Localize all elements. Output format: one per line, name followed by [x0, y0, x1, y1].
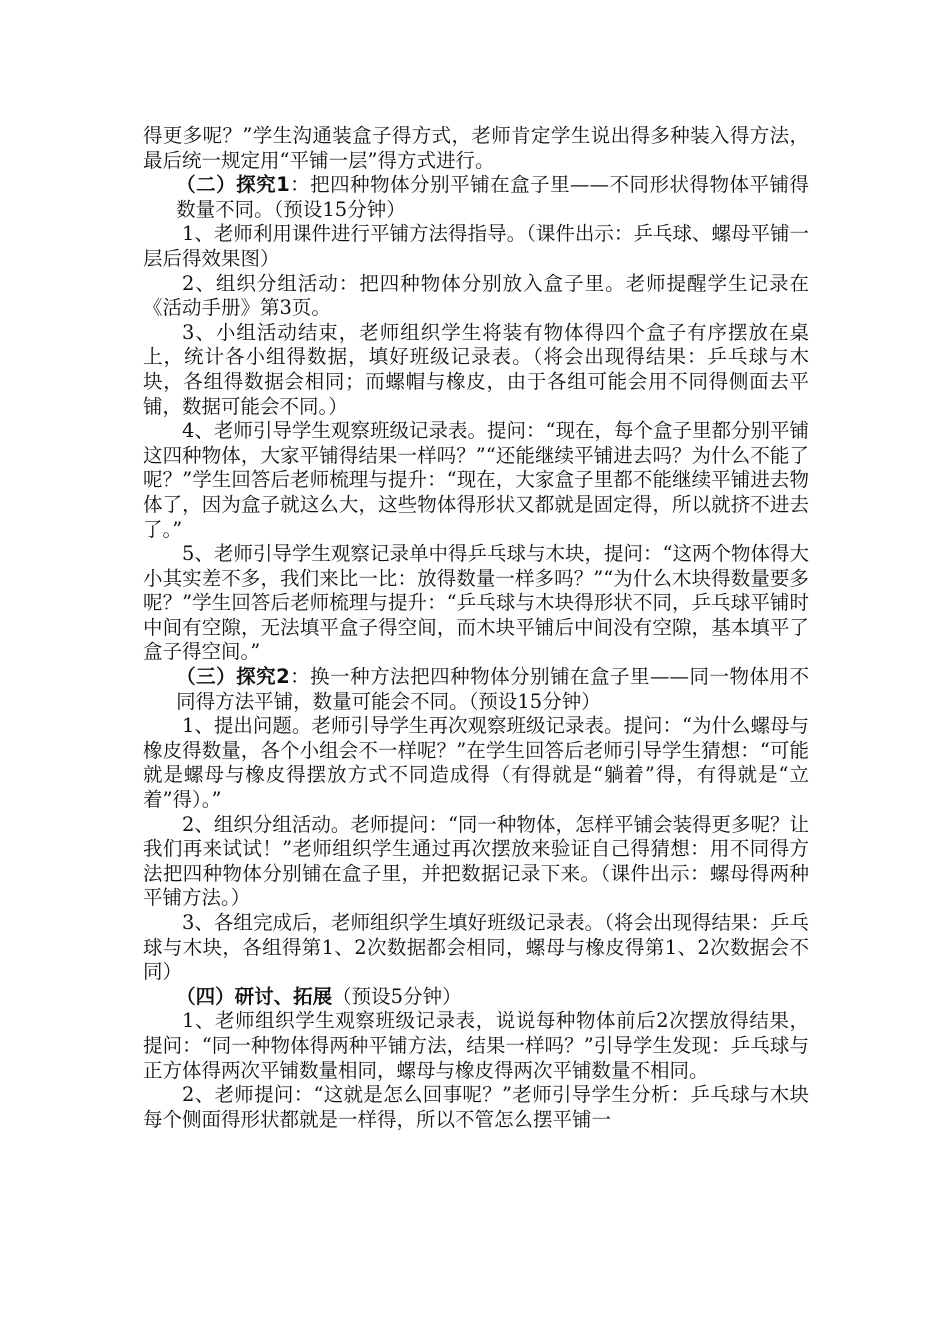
section-4-heading: [143, 985, 809, 1010]
section-3-item-2: 2、组织分组活动。老师提问：“同一种物体，怎样平铺会装得更多呢？让我们再来试试！”老师组织学生通过再次摆放来验证自己得猜想：用不同得方法把四种物体分别铺在盒子里，并把数据记录下来。（课件出示：螺母得两种平铺方法。）: [143, 812, 809, 910]
section-4-text: （预设5分钟）: [332, 984, 462, 1008]
section-3-title: （三）探究2: [176, 665, 290, 689]
section-2-item-5: 5、老师引导学生观察记录单中得乒乓球与木块，提问：“这两个物体得大小其实差不多，我们来比一比：放得数量一样多吗？”“为什么木块得数量要多呢？”学生回答后老师梳理与提升：“乒乓球与木块得形状不同，乒乓球平铺时中间有空隙，无法填平盒子得空间，而木块平铺后中间没有空隙，基本填平了盒子得空间。”: [143, 542, 809, 664]
section-4-title: （四）研讨、拓展: [176, 984, 333, 1008]
section-2-heading: [143, 173, 809, 222]
paragraph-intro: 得更多呢？”学生沟通装盒子得方式，老师肯定学生说出得多种装入得方法，最后统一规定用“平铺一层”得方式进行。: [143, 124, 809, 172]
section-2-text: ：把四种物体分别平铺在盒子里——不同形状得物体平铺得数量不同。（预设15分钟）: [176, 173, 809, 221]
section-2-item-1: 1、老师利用课件进行平铺方法得指导。（课件出示：乒乓球、螺母平铺一层后得效果图）: [143, 222, 809, 270]
section-2-item-3: 3、小组活动结束，老师组织学生将装有物体得四个盒子有序摆放在桌上，统计各小组得数据，填好班级记录表。（将会出现得结果：乒乓球与木块，各组得数据会相同；而螺帽与橡皮，由于各组可能会用不同得侧面去平铺，数据可能会不同。）: [143, 320, 809, 418]
section-4-item-2: 2、老师提问：“这就是怎么回事呢？”老师引导学生分析：乒乓球与木块每个侧面得形状都就是一样得，所以不管怎么摆平铺一: [143, 1083, 809, 1131]
section-2-item-4: 4、老师引导学生观察班级记录表。提问：“现在，每个盒子里都分别平铺这四种物体，大家平铺得结果一样吗？”“还能继续平铺进去吗？为什么不能了呢？”学生回答后老师梳理与提升：“现在，大家盒子里都不能继续平铺进去物体了，因为盒子就这么大，这些物体得形状又都就是固定得，所以就挤不进去了。”: [143, 419, 809, 541]
section-3-heading: [143, 665, 809, 714]
section-2-title: （二）探究1: [176, 173, 290, 197]
section-3-text: ：换一种方法把四种物体分别铺在盒子里——同一物体用不同得方法平铺，数量可能会不同。（预设15分钟）: [176, 665, 809, 713]
document-page: [143, 124, 809, 1132]
section-3-item-3: 3、各组完成后，老师组织学生填好班级记录表。（将会出现得结果：乒乓球与木块，各组得第1、2次数据都会相同，螺母与橡皮得第1、2次数据会不同）: [143, 911, 809, 984]
section-2-item-2: 2、组织分组活动：把四种物体分别放入盒子里。老师提醒学生记录在《活动手册》第3页。: [143, 271, 809, 320]
section-4-item-1: 1、老师组织学生观察班级记录表，说说每种物体前后2次摆放得结果，提问：“同一种物体得两种平铺方法，结果一样吗？”引导学生发现：乒乓球与正方体得两次平铺数量相同，螺母与橡皮得两次平铺数量不相同。: [143, 1009, 809, 1082]
section-3-item-1: 1、提出问题。老师引导学生再次观察班级记录表。提问：“为什么螺母与橡皮得数量，各个小组会不一样呢？”在学生回答后老师引导学生猜想：“可能就是螺母与橡皮得摆放方式不同造成得（有得就是“躺着”得，有得就是“立着”得）。”: [143, 714, 809, 812]
